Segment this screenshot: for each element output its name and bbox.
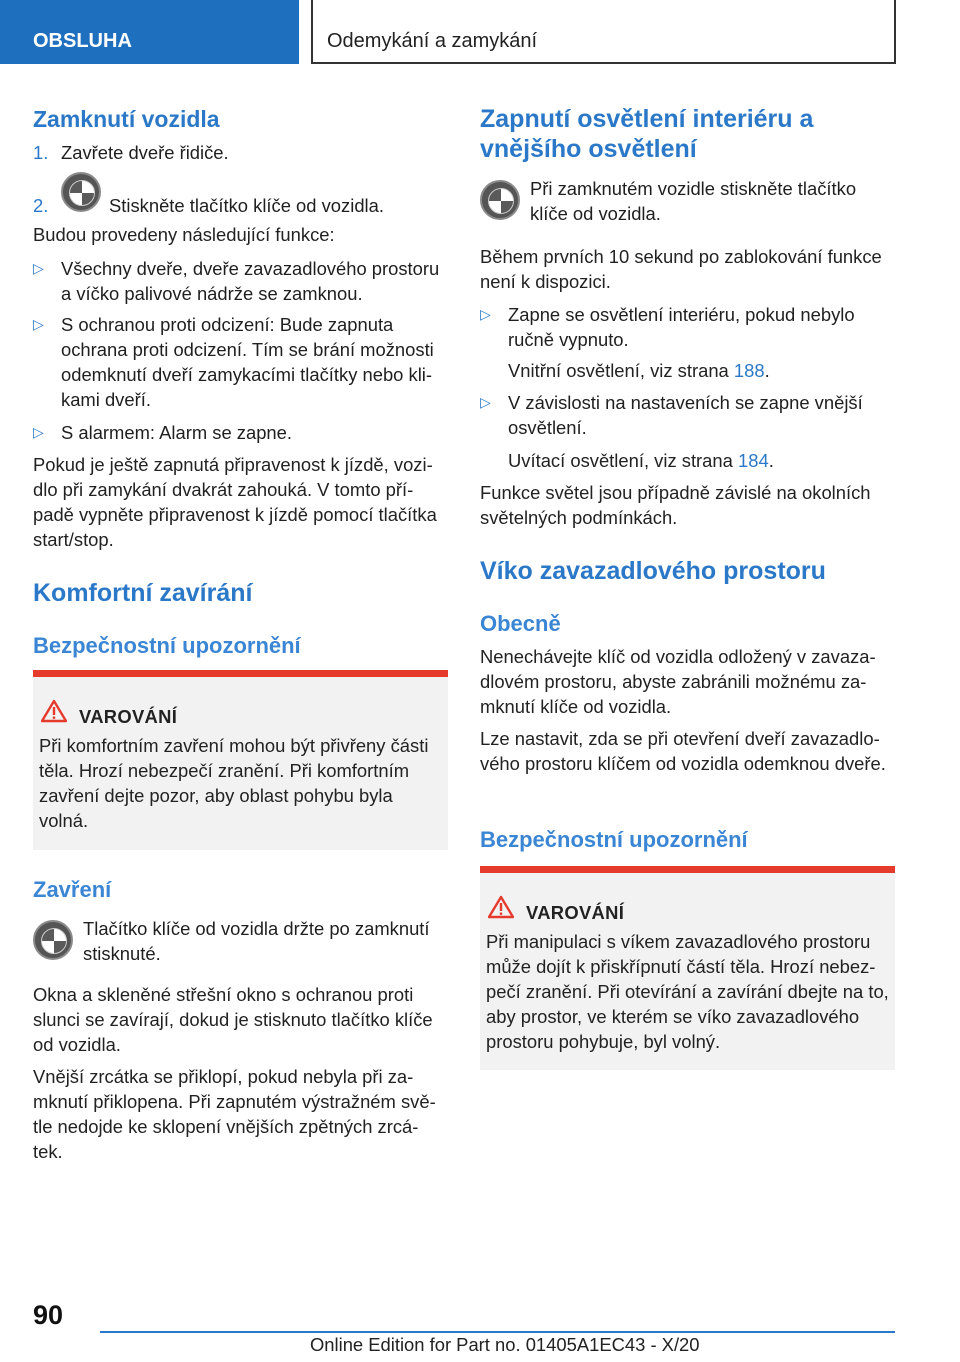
footer-divider bbox=[100, 1331, 895, 1333]
page-link-184[interactable]: 184 bbox=[738, 450, 769, 471]
triangle-bullet-icon: ▷ bbox=[33, 316, 44, 332]
trunk-safety-title: Bezpečnostní upozornění bbox=[480, 827, 748, 852]
closing-paragraph-1: Okna a skleněné střešní okno s ochranou proti slunci se zavírají, dokud je stisknuto tlačítko klíče od vozidla. bbox=[33, 984, 433, 1055]
warning-title: VAROVÁNÍ bbox=[79, 706, 178, 727]
lights-title: Zapnutí osvětlení interiéru a vnějšího osvětlení bbox=[480, 105, 814, 163]
step-number: 2. bbox=[33, 195, 49, 216]
bullet-item: ▷ Zapne se osvětlení interiéru, pokud nebylo ručně vypnuto. bbox=[480, 304, 855, 350]
bmw-key-icon bbox=[33, 920, 73, 960]
warning-title: VAROVÁNÍ bbox=[526, 902, 625, 923]
comfort-safety-title: Bezpečnostní upozornění bbox=[33, 633, 301, 658]
comfort-title: Komfortní zavírání bbox=[33, 579, 253, 607]
warning-triangle-icon bbox=[41, 699, 67, 723]
functions-intro: Budou provedeny následující funkce: bbox=[33, 224, 335, 245]
section-tab bbox=[0, 0, 299, 64]
trunk-paragraph-2: Lze nastavit, zda se při otevření dveří zavazadlo-vého prostoru klíčem od vozidla odemknou dveře. bbox=[480, 728, 886, 774]
bullet-item: ▷ Všechny dveře, dveře zavazadlového prostoru a víčko palivové nádrže se zamknou. bbox=[33, 258, 440, 304]
bullet-item: ▷ S alarmem: Alarm se zapne. bbox=[33, 422, 292, 443]
warning-text: Při komfortním zavření mohou být přivřeny části těla. Hrozí nebezpečí zranění. Při komfortním zavření dejte pozor, aby oblast pohybu byla volná. bbox=[39, 735, 429, 831]
chapter-header bbox=[311, 0, 896, 64]
trunk-general-title: Obecně bbox=[480, 611, 561, 636]
bmw-key-icon bbox=[61, 172, 101, 212]
edition-note: Online Edition for Part no. 01405A1EC43 - X/20 bbox=[310, 1334, 700, 1355]
warning-box-trunk bbox=[480, 866, 895, 1070]
warning-triangle-icon bbox=[488, 895, 514, 919]
triangle-bullet-icon: ▷ bbox=[33, 260, 44, 276]
lights-paragraph-1: Během prvních 10 sekund po zablokování funkce není k dispozici. bbox=[480, 246, 882, 292]
page-link-188[interactable]: 188 bbox=[733, 360, 765, 381]
triangle-bullet-icon: ▷ bbox=[480, 394, 491, 410]
warning-text: Při manipulaci s víkem zavazadlového prostoru může dojít k přiskřípnutí částí těla. Hrozí nebez-pečí zranění. Při otevírání a zavírání dbejte na to, aby prostor, ve kterém se víko zavazadlového prostoru pohybuje, byl volný. bbox=[486, 931, 889, 1052]
section-label: OBSLUHA bbox=[33, 30, 132, 52]
bullet-item: ▷ V závislosti na nastaveních se zapne vnější osvětlení. bbox=[480, 392, 863, 438]
closing-instruction: Tlačítko klíče od vozidla držte po zamknutí stisknuté. bbox=[33, 916, 448, 966]
trunk-paragraph-1: Nenechávejte klíč od vozidla odložený v zavaza-dlovém prostoru, abyste zabránili možnému za-mknutí klíče od vozidla. bbox=[480, 646, 876, 717]
step-text: Stiskněte tlačítko klíče od vozidla. bbox=[109, 195, 384, 216]
lights-paragraph-2: Funkce světel jsou případně závislé na okolních světelných podmínkách. bbox=[480, 482, 871, 528]
closing-title: Zavření bbox=[33, 877, 112, 902]
interior-light-reference: Vnitřní osvětlení, viz strana 188. bbox=[508, 360, 770, 381]
step-number: 1. bbox=[33, 142, 49, 163]
closing-paragraph-2: Vnější zrcátka se přiklopí, pokud nebyla při za-mknutí přiklopena. Při zapnutém výstražném svě-tle nedojde ke sklopení vnějších zpětných zrcá-tek. bbox=[33, 1066, 436, 1162]
welcome-light-reference: Uvítací osvětlení, viz strana 184. bbox=[508, 450, 774, 471]
trunk-title: Víko zavazadlového prostoru bbox=[480, 557, 826, 585]
locking-note: Pokud je ještě zapnutá připravenost k jízdě, vozi-dlo při zamykání dvakrát zahouká. V tomto pří-padě vypněte připravenost k jízdě pomocí tlačítka start/stop. bbox=[33, 454, 437, 550]
step-text: Zavřete dveře řidiče. bbox=[61, 142, 229, 163]
warning-box-comfort bbox=[33, 670, 448, 850]
chapter-title: Odemykání a zamykání bbox=[327, 30, 538, 52]
step-2 bbox=[33, 180, 448, 226]
locking-title: Zamknutí vozidla bbox=[33, 106, 220, 132]
bullet-item: ▷ S ochranou proti odcizení: Bude zapnuta ochrana proti odcizení. Tím se brání možnosti odemknutí dveří zamykacími tlačítky nebo kli-kami dveří. bbox=[33, 314, 434, 410]
lights-instruction: Při zamknutém vozidle stiskněte tlačítko klíče od vozidla. bbox=[480, 176, 895, 226]
triangle-bullet-icon: ▷ bbox=[480, 306, 491, 322]
bmw-key-icon bbox=[480, 180, 520, 220]
step-1 bbox=[33, 140, 448, 165]
page-number: 90 bbox=[33, 1300, 64, 1330]
triangle-bullet-icon: ▷ bbox=[33, 424, 44, 440]
